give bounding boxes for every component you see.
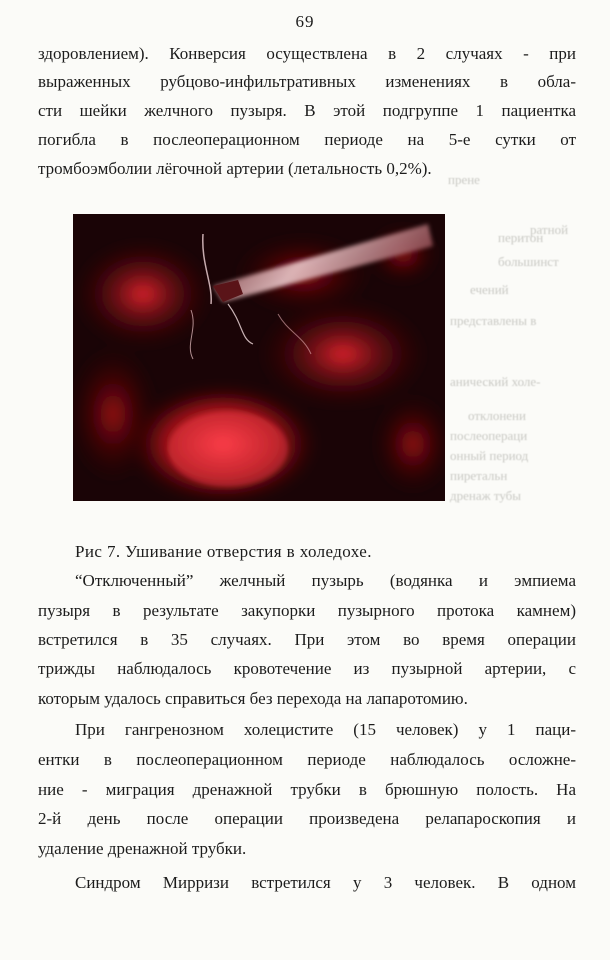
- show-through-text: ечений: [470, 282, 509, 297]
- figure-caption: Рис 7. Ушивание отверстия в холедохе.: [75, 542, 372, 561]
- text-line: ние - миграция дренажной трубки в брюшную полость. На: [38, 780, 576, 799]
- text-line: ентки в послеоперационном периоде наблюдалось осложне-: [38, 750, 576, 769]
- text-line: При гангренозном холецистите (15 человек) у 1 паци-: [75, 720, 576, 739]
- show-through-text: представлены в: [450, 313, 537, 328]
- text-line: Синдром Мирризи встретился у 3 человек. В одном: [75, 873, 576, 892]
- show-through-text: анический холе-: [450, 374, 541, 389]
- text-line: погибла в послеоперационном периоде на 5-е сутки от: [38, 130, 576, 149]
- text-line: “Отключенный” желчный пузырь (водянка и эмпиема: [75, 571, 576, 590]
- text-line: встретился в 35 случаях. При этом во время операции: [38, 630, 576, 649]
- text-line: трижды наблюдалось кровотечение из пузырной артерии, с: [38, 659, 576, 678]
- text-line: которым удалось справиться без перехода на лапаротомию.: [38, 689, 468, 708]
- page-number: 69: [295, 12, 315, 31]
- show-through-text: послеопераци: [450, 428, 528, 443]
- show-through-text: большинст: [498, 254, 559, 269]
- text-line: тромбоэмболии лёгочной артерии (летальность 0,2%).: [38, 159, 432, 178]
- show-through-text: дренаж тубы: [450, 488, 522, 503]
- show-through-text: отклонени: [468, 408, 526, 423]
- text-line: выраженных рубцово-инфильтративных изменениях в обла-: [38, 72, 576, 91]
- text-line: 2-й день после операции произведена релапароскопия и: [38, 809, 576, 828]
- text-line: сти шейки желчного пузыря. В этой подгруппе 1 пациентка: [38, 101, 576, 120]
- show-through-text: онный период: [450, 448, 529, 463]
- show-through-text: ратной: [530, 222, 569, 237]
- text-line: пузыря в результате закупорки пузырного протока камнем): [38, 601, 576, 620]
- show-through-text: перитон: [498, 230, 544, 245]
- show-through-text: прене: [448, 172, 480, 187]
- surgical-photo: [73, 214, 445, 501]
- text-line: здоровлением). Конверсия осуществлена в 2 случаях - при: [38, 44, 576, 63]
- text-line: удаление дренажной трубки.: [38, 839, 247, 858]
- show-through-text: пиретальн: [450, 468, 508, 483]
